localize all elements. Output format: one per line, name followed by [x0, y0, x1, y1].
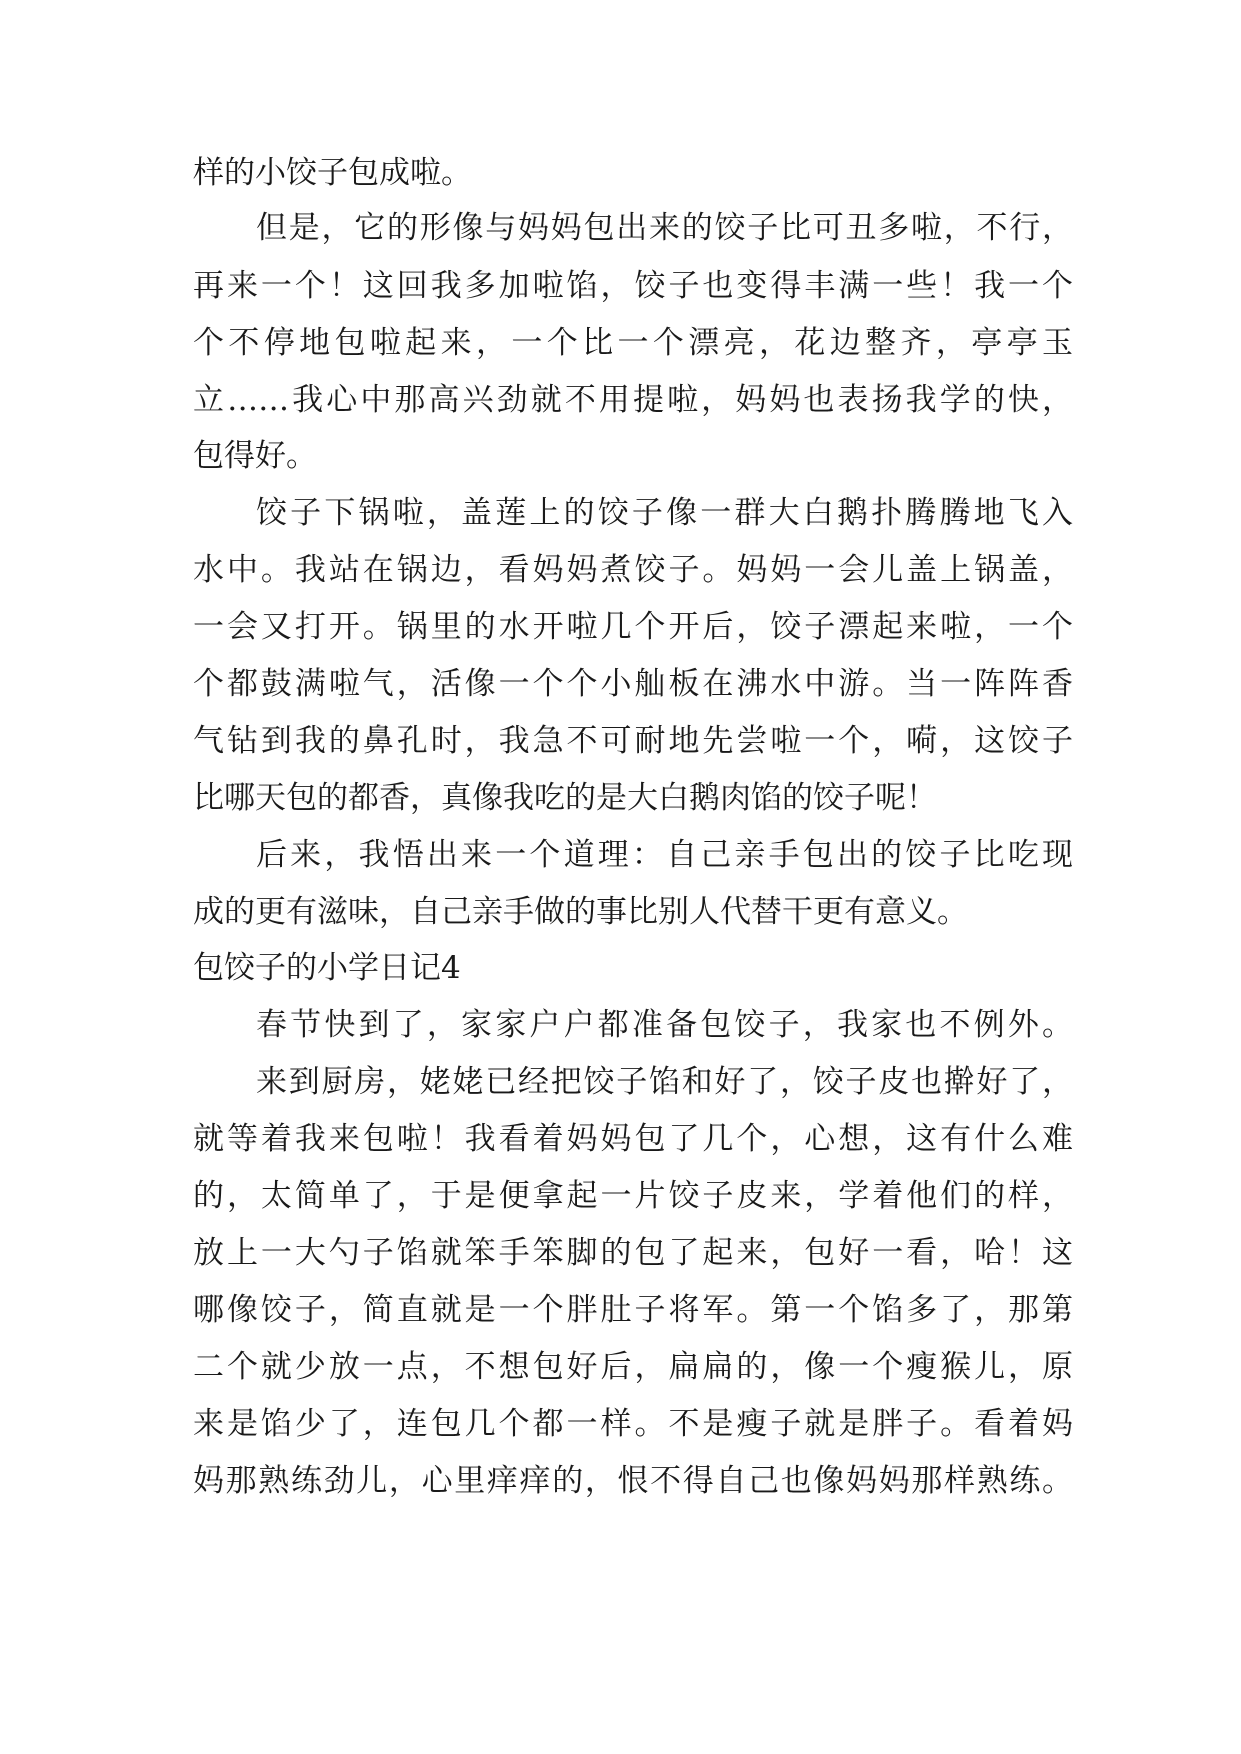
text-line: 的，太简单了，于是便拿起一片饺子皮来，学着他们的样，	[193, 1178, 1073, 1214]
paragraph-first-line: 后来，我悟出来一个道理：自己亲手包出的饺子比吃现	[256, 837, 1073, 873]
text-line: 比哪天包的都香，真像我吃的是大白鹅肉馅的饺子呢！	[193, 780, 937, 816]
text-line: 放上一大勺子馅就笨手笨脚的包了起来，包好一看，哈！这	[193, 1235, 1073, 1271]
section-heading: 包饺子的小学日记4	[193, 950, 461, 986]
text-line: 来是馅少了，连包几个都一样。不是瘦子就是胖子。看着妈	[193, 1406, 1073, 1442]
text-line: 气钻到我的鼻孔时，我急不可耐地先尝啦一个，嗬，这饺子	[193, 723, 1073, 759]
text-line: 水中。我站在锅边，看妈妈煮饺子。妈妈一会儿盖上锅盖，	[193, 552, 1073, 588]
text-line: 就等着我来包啦！我看着妈妈包了几个，心想，这有什么难	[193, 1121, 1073, 1157]
paragraph-first-line: 春节快到了，家家户户都准备包饺子，我家也不例外。	[256, 1007, 1073, 1043]
text-line: 包得好。	[193, 438, 317, 474]
paragraph-first-line: 来到厨房，姥姥已经把饺子馅和好了，饺子皮也擀好了，	[256, 1064, 1073, 1100]
text-line: 个不停地包啦起来，一个比一个漂亮，花边整齐，亭亭玉	[193, 325, 1073, 361]
text-line: 二个就少放一点，不想包好后，扁扁的，像一个瘦猴儿，原	[193, 1349, 1073, 1385]
paragraph-first-line: 饺子下锅啦，盖莲上的饺子像一群大白鹅扑腾腾地飞入	[256, 495, 1073, 531]
text-line: 再来一个！这回我多加啦馅，饺子也变得丰满一些！我一个	[193, 268, 1073, 304]
text-line: 成的更有滋味，自己亲手做的事比别人代替干更有意义。	[193, 894, 968, 930]
text-line: 哪像饺子，简直就是一个胖肚子将军。第一个馅多了，那第	[193, 1292, 1073, 1328]
text-line: 一会又打开。锅里的水开啦几个开后，饺子漂起来啦，一个	[193, 609, 1073, 645]
text-line: 妈那熟练劲儿，心里痒痒的，恨不得自己也像妈妈那样熟练。	[193, 1463, 1073, 1499]
text-line: 个都鼓满啦气，活像一个个小舢板在沸水中游。当一阵阵香	[193, 666, 1073, 702]
paragraph-first-line: 但是，它的形像与妈妈包出来的饺子比可丑多啦，不行，	[256, 210, 1073, 246]
text-line: 立……我心中那高兴劲就不用提啦，妈妈也表扬我学的快，	[193, 382, 1073, 418]
text-line: 样的小饺子包成啦。	[193, 155, 472, 191]
